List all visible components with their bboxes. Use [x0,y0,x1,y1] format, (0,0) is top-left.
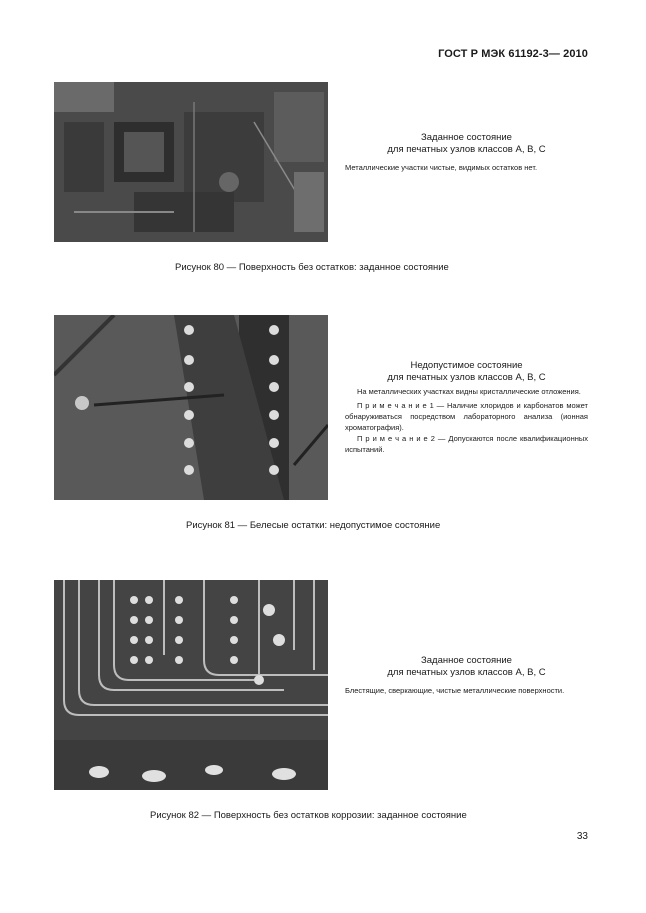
figure-81-title-1: Недопустимое состояние [410,360,523,371]
figure-82-description [345,655,588,696]
figure-81-title-2: для печатных узлов классов А, В, С [387,372,546,383]
figure-81-caption: Рисунок 81 — Белесые остатки: недопустимое состояние [186,520,441,531]
figure-81-note-1: П р и м е ч а н и е 1 — Наличие хлоридов и карбонатов может обнаруживаться посредством лабораторного анализа (ионная хроматография). [345,401,588,432]
figure-80-title-1: Заданное состояние [421,132,512,143]
figure-82-body: Блестящие, сверкающие, чистые металлические поверхности. [345,686,565,695]
figure-80-title-2: для печатных узлов классов А, В, С [387,144,546,155]
figure-80-caption: Рисунок 80 — Поверхность без остатков: заданное состояние [175,262,449,273]
figure-80-description [345,132,588,173]
figure-81-para-1: На металлических участках видны кристаллические отложения. [357,387,581,396]
figure-81-note-2: П р и м е ч а н и е 2 — Допускаются после квалификационных испытаний. [345,434,588,454]
figure-82-caption: Рисунок 82 — Поверхность без остатков коррозии: заданное состояние [150,810,467,821]
page-number: 33 [576,831,588,842]
document-header: ГОСТ Р МЭК 61192-3— 2010 [438,48,588,60]
figure-81-description [345,360,588,455]
figure-80-body: Металлические участки чистые, видимых остатков нет. [345,163,538,172]
figure-81-photo [54,315,328,500]
figure-82-title-1: Заданное состояние [421,655,512,666]
figure-82-title-2: для печатных узлов классов А, В, С [387,667,546,678]
figure-80-photo [54,82,328,242]
figure-82-photo [54,580,328,790]
